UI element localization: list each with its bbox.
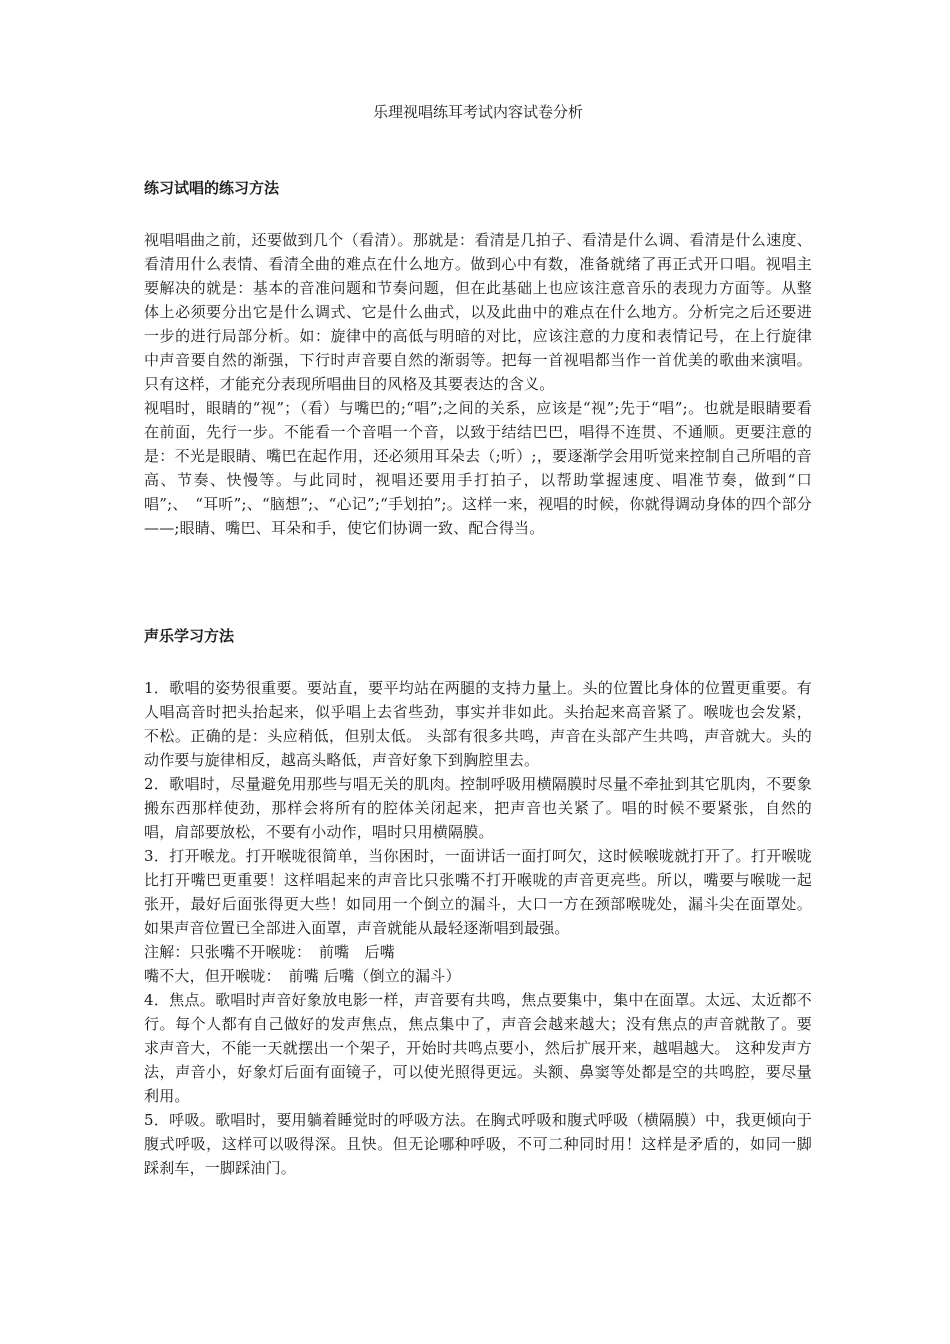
section-heading-sight-singing: 练习试唱的练习方法 xyxy=(144,179,280,197)
paragraph: 嘴不大，但开喉咙： 前嘴 后嘴（倒立的漏斗） xyxy=(144,967,461,985)
paragraph: 5．呼吸。歌唱时，要用躺着睡觉时的呼吸方法。在胸式呼吸和腹式呼吸（横隔膜）中，我更倾向于腹式呼吸，这样可以吸得深。且快。但无论哪种呼吸，不可二种同时用！这样是矛盾的，如同一脚踩刹车，一脚踩油门。 xyxy=(144,1111,812,1177)
paragraph: 视唱唱曲之前，还要做到几个（看清）。那就是：看清是几拍子、看清是什么调、看清是什么速度、看清用什么表情、看清全曲的难点在什么地方。做到心中有数，准备就绪了再正式开口唱。视唱主要解决的就是：基本的音准问题和节奏问题，但在此基础上也应该注意音乐的表现力方面等。从整体上必须要分出它是什么调式、它是什么曲式，以及此曲中的难点在什么地方。分析完之后还要进一步的进行局部分析。如：旋律中的高低与明暗的对比，应该注意的力度和表情记号，在上行旋律中声音要自然的渐强，下行时声音要自然的渐弱等。把每一首视唱都当作一首优美的歌曲来演唱。只有这样，才能充分表现所唱曲目的风格及其要表达的含义。 xyxy=(144,231,812,393)
document-title: 乐理视唱练耳考试内容试卷分析 xyxy=(372,103,583,121)
paragraph: 4．焦点。歌唱时声音好象放电影一样，声音要有共鸣，焦点要集中，集中在面罩。太远、太近都不行。每个人都有自己做好的发声焦点，焦点集中了，声音会越来越大；没有焦点的声音就散了。要求声音大，不能一天就摆出一个架子，开始时共鸣点要小，然后扩展开来，越唱越大。 这种发声方法，声音小，好象灯后面有面镜子，可以使光照得更远。头额、鼻窦等处都是空的共鸣腔，要尽量利用。 xyxy=(144,991,812,1105)
paragraph: 视唱时，眼睛的“视”；（看）与嘴巴的;“唱”;之间的关系，应该是“视”;先于“唱”;。也就是眼睛要看在前面，先行一步。不能看一个音唱一个音，以致于结结巴巴，唱得不连贯、不通顺。更要注意的是：不光是眼睛、嘴巴在起作用，还必须用耳朵去（;听）;，要逐渐学会用听觉来控制自己所唱的音高、节奏、快慢等。与此同时，视唱还要用手打拍子，以帮助掌握速度、唱准节奏，做到“口唱”;、 “耳听”;、“脑想”;、“心记”;“手划拍”;。这样一来，视唱的时候，你就得调动身体的四个部分——;眼睛、嘴巴、耳朵和手，使它们协调一致、配合得当。 xyxy=(144,399,812,537)
paragraph: 注解：只张嘴不开喉咙： 前嘴 后嘴 xyxy=(144,943,395,961)
paragraph: 2．歌唱时，尽量避免用那些与唱无关的肌肉。控制呼吸用横隔膜时尽量不牵扯到其它肌肉，不要象搬东西那样使劲，那样会将所有的腔体关闭起来，把声音也关紧了。唱的时候不要紧张，自然的唱，肩部要放松，不要有小动作，唱时只用横隔膜。 xyxy=(144,775,812,841)
section-body-vocal-method xyxy=(144,676,812,1180)
paragraph: 3．打开喉龙。打开喉咙很简单，当你困时，一面讲话一面打呵欠，这时候喉咙就打开了。打开喉咙比打开嘴巴更重要！这样唱起来的声音比只张嘴不打开喉咙的声音更亮些。所以，嘴要与喉咙一起张开，最好后面张得更大些！如同用一个倒立的漏斗，大口一方在颈部喉咙处，漏斗尖在面罩处。如果声音位置已全部进入面罩，声音就能从最轻逐渐唱到最强。 xyxy=(144,847,812,937)
paragraph: 1．歌唱的姿势很重要。要站直，要平均站在两腿的支持力量上。头的位置比身体的位置更重要。有人唱高音时把头抬起来，似乎唱上去省些劲，事实并非如此。头抬起来高音紧了。喉咙也会发紧，不松。正确的是：头应稍低，但别太低。 头部有很多共鸣，声音在头部产生共鸣，声音就大。头的动作要与旋律相反，越高头略低，声音好象下到胸腔里去。 xyxy=(144,679,812,769)
section-body-sight-singing xyxy=(144,228,812,540)
section-heading-vocal-method: 声乐学习方法 xyxy=(144,627,235,645)
